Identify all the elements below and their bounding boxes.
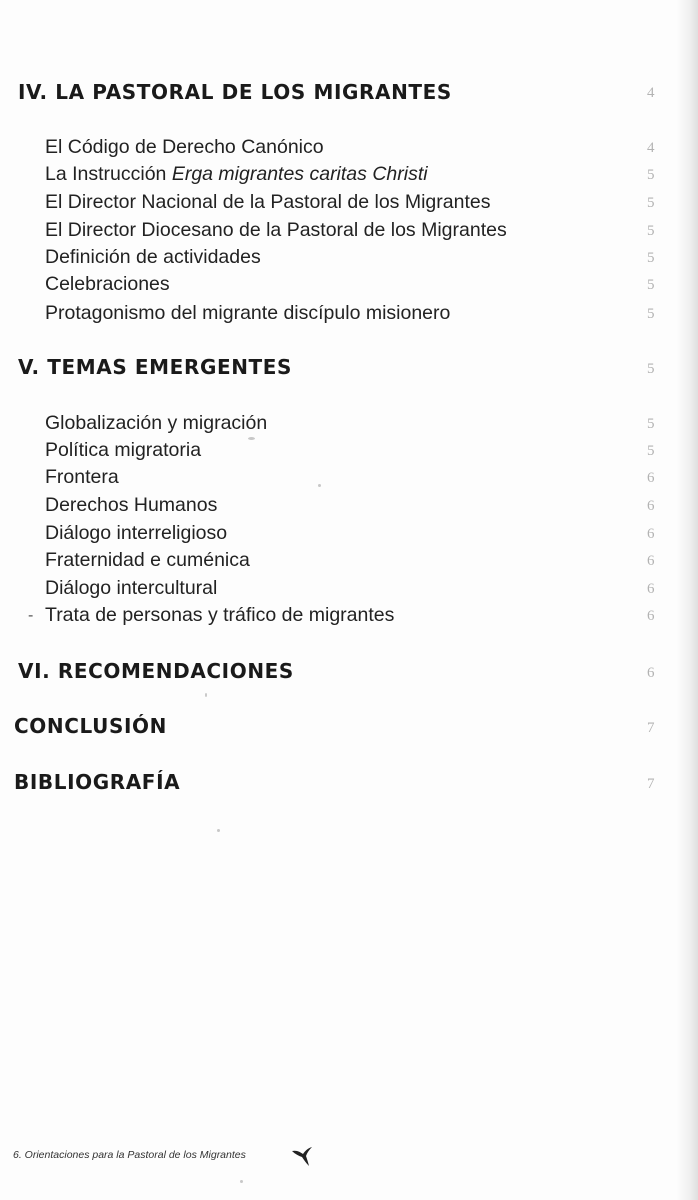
page-number-iv-7: 5 <box>647 306 655 322</box>
page-number-section-v: 5 <box>647 361 655 377</box>
toc-entry-iv-5 <box>45 246 261 269</box>
page-number-iv-3: 5 <box>647 195 655 211</box>
section-heading-vi: VI. RECOMENDACIONES <box>18 659 294 683</box>
toc-entry-v-4 <box>45 494 217 517</box>
toc-entry-italic-title: Erga migrantes caritas Christi <box>171 163 428 185</box>
scan-speck <box>240 1180 243 1183</box>
page-number-v-5: 6 <box>647 526 655 542</box>
toc-entry-text: Protagonismo del migrante discípulo misionero <box>45 302 451 324</box>
toc-entry-text: Trata de personas y tráfico de migrantes <box>45 604 395 626</box>
toc-entry-iv-1 <box>45 136 324 159</box>
section-heading-v: V. TEMAS EMERGENTES <box>18 355 293 379</box>
toc-entry-text: Globalización y migración <box>45 412 268 434</box>
bird-icon <box>290 1142 316 1168</box>
section-heading-bibliography: BIBLIOGRAFÍA <box>14 770 181 794</box>
toc-entry-text: Frontera <box>45 466 119 488</box>
toc-entry-text: El Código de Derecho Canónico <box>45 136 324 158</box>
page-number-iv-5: 5 <box>647 250 655 266</box>
toc-entry-text: Fraternidad e cuménica <box>45 549 250 571</box>
page-number-bibliography: 7 <box>647 776 655 792</box>
toc-entry-v-6 <box>45 549 250 572</box>
page-number-iv-2: 5 <box>647 167 655 183</box>
toc-entry-iv-3 <box>45 191 490 214</box>
page-number-v-6: 6 <box>647 553 655 569</box>
toc-entry-v-2 <box>45 439 201 462</box>
page-number-v-3: 6 <box>647 470 655 486</box>
page-number-v-2: 5 <box>647 443 655 459</box>
toc-entry-text: La Instrucción <box>45 163 172 185</box>
toc-entry-v-7 <box>45 577 217 600</box>
toc-entry-text: Celebraciones <box>45 273 170 295</box>
scan-speck <box>318 484 321 487</box>
page-edge-shadow <box>676 0 698 1200</box>
toc-entry-v-5 <box>45 522 227 545</box>
page-number-section-vi: 6 <box>647 665 655 681</box>
page-number-conclusion: 7 <box>647 720 655 736</box>
page-footer-text: 6. Orientaciones para la Pastoral de los Migrantes <box>13 1149 246 1161</box>
scan-speck <box>205 693 207 697</box>
toc-entry-text: Diálogo intercultural <box>45 577 218 599</box>
toc-entry-iv-6 <box>45 273 170 296</box>
toc-entry-iv-2 <box>45 163 428 186</box>
section-heading-conclusion: CONCLUSIÓN <box>14 714 167 738</box>
toc-entry-v-3 <box>45 466 119 489</box>
toc-entry-v-8 <box>45 604 394 627</box>
page-number-v-1: 5 <box>647 416 655 432</box>
scan-speck <box>248 437 255 440</box>
toc-entry-v-1 <box>45 412 267 435</box>
page-number-v-8: 6 <box>647 608 655 624</box>
page-number-section-iv: 4 <box>647 85 655 101</box>
toc-entry-text: Diálogo interreligioso <box>45 522 228 544</box>
toc-entry-text: El Director Nacional de la Pastoral de los Migrantes <box>45 191 491 213</box>
page-number-v-4: 6 <box>647 498 655 514</box>
toc-entry-text: El Director Diocesano de la Pastoral de los Migrantes <box>45 219 507 241</box>
toc-entry-text: Derechos Humanos <box>45 494 218 516</box>
scan-speck <box>217 829 220 832</box>
toc-entry-iv-7 <box>45 302 450 325</box>
toc-entry-text: Definición de actividades <box>45 246 261 268</box>
toc-entry-iv-4 <box>45 219 507 242</box>
section-heading-iv: IV. LA PASTORAL DE LOS MIGRANTES <box>18 80 452 104</box>
stray-dash-mark: - <box>28 607 34 624</box>
page-number-iv-1: 4 <box>647 140 655 156</box>
page-number-iv-6: 5 <box>647 277 655 293</box>
toc-entry-text: Política migratoria <box>45 439 202 461</box>
page-number-v-7: 6 <box>647 581 655 597</box>
page-number-iv-4: 5 <box>647 223 655 239</box>
